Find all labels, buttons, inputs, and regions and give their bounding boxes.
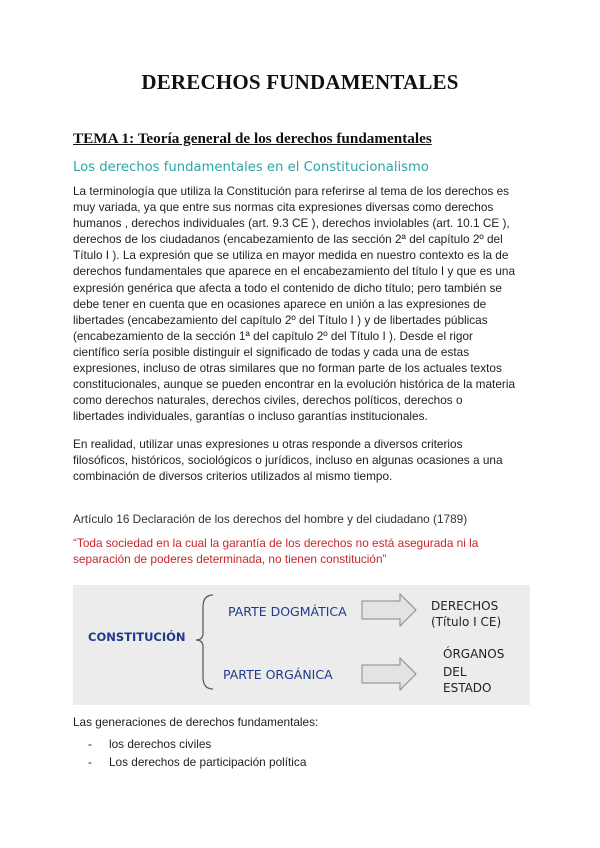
- text-line: constitucionales, aunque se pueden encontrar en la evolución histórica de la materia: [73, 377, 516, 392]
- text-line: debe tener en cuenta que en ocasiones aparece en unión a las expresiones de: [73, 296, 487, 311]
- arrow-dogmatica-shape: [362, 594, 416, 626]
- document-title: DERECHOS FUNDAMENTALES: [141, 70, 459, 94]
- quote-line: separación de poderes determinada, no tienen constitución”: [73, 552, 387, 567]
- text-line: muy variada, ya que entre sus normas cita expresiones diversas como derechos: [73, 200, 494, 215]
- text-line: Título I ). La expresión que se utiliza en mayor medida en nuestro contexto es la de: [73, 248, 509, 263]
- quote-line: “Toda sociedad en la cual la garantía de los derechos no está asegurada ni la: [73, 536, 479, 550]
- organos-label: ÓRGANOS: [443, 647, 505, 661]
- text-line: La terminología que utiliza la Constitución para referirse al tema de los derechos es: [73, 184, 510, 198]
- section-subheading: Los derechos fundamentales en el Constitucionalismo: [73, 160, 429, 175]
- list-item: [88, 737, 306, 755]
- list-item-text: Los derechos de participación política: [109, 755, 307, 769]
- articulo-reference: Artículo 16 Declaración de los derechos del hombre y del ciudadano (1789): [73, 512, 468, 526]
- constitution-diagram: [73, 585, 530, 705]
- bullet-dash: -: [88, 737, 92, 751]
- bullet-dash: -: [88, 755, 92, 769]
- paragraph-terminologia: [73, 183, 533, 424]
- tema-heading: TEMA 1: Teoría general de los derechos fundamentales: [73, 130, 432, 147]
- text-line: libertades individuales, garantías o incluso garantías institucionales.: [73, 409, 428, 424]
- text-line: filosóficos, históricos, sociológicos o jurídicos, incluso en algunas ocasiones a una: [73, 453, 503, 468]
- paragraph-criterios: [73, 436, 533, 484]
- generations-list: [88, 737, 306, 773]
- text-line: humanos , derechos individuales (art. 9.3 CE ), derechos inviolables (art. 10.1 CE ),: [73, 216, 510, 231]
- text-line: derechos fundamentales que aparece en el encabezamiento del título I y que es una: [73, 264, 516, 279]
- text-line: combinación de diversos criterios utilizados al mismo tiempo.: [73, 469, 393, 484]
- text-line: derechos de los ciudadanos (encabezamiento de las sección 2ª del capítulo 2º del: [73, 232, 503, 247]
- curly-brace-shape: [196, 595, 213, 689]
- organos-del-label: DEL: [443, 665, 467, 679]
- list-item: [88, 755, 306, 773]
- organos-estado-label: ESTADO: [443, 681, 492, 695]
- text-line: científico sería posible distinguir el significado de todas y cada una de estas: [73, 344, 470, 359]
- text-line: expresión genérica que afecta a todo el contenido de dicho título; pero también se: [73, 280, 502, 295]
- parte-organica-label: PARTE ORGÁNICA: [223, 667, 333, 682]
- list-item-text: los derechos civiles: [109, 737, 212, 751]
- constitucion-label: CONSTITUCIÓN: [88, 630, 186, 644]
- generations-intro: Las generaciones de derechos fundamentales:: [73, 715, 319, 729]
- parte-dogmatica-label: PARTE DOGMÁTICA: [228, 604, 347, 619]
- text-line: (encabezamiento de la sección 1ª del capítulo 2º del Título I ). Desde el rigor: [73, 328, 473, 343]
- text-line: En realidad, utilizar unas expresiones u otras responde a diversos criterios: [73, 437, 463, 451]
- arrow-organica-shape: [362, 658, 416, 690]
- titulo-label: (Título I CE): [431, 615, 502, 629]
- text-line: expresiones, incluso de otras similares que no forman parte de los actuales textos: [73, 361, 502, 376]
- text-line: libertades (encabezamiento del capítulo 2º del Título I ) y de libertades públicas: [73, 312, 488, 327]
- quote-block: [73, 535, 478, 567]
- text-line: como derechos naturales, derechos civiles, derechos políticos, derechos o: [73, 393, 463, 408]
- derechos-label: DERECHOS: [431, 599, 499, 613]
